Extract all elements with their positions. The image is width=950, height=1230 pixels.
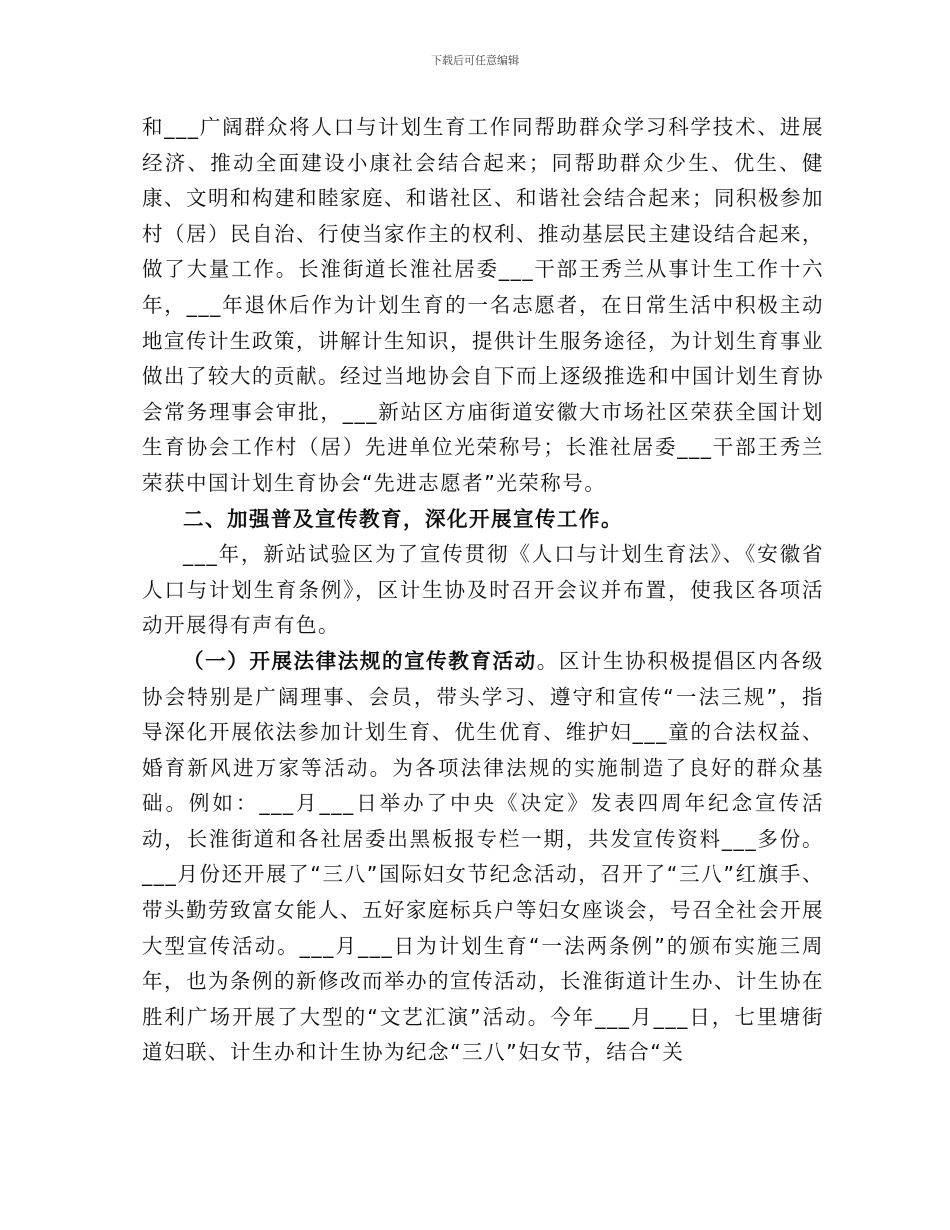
page-header: 下载后可任意编辑: [431, 54, 519, 67]
paragraph-1: 和___广阔群众将人口与计划生育工作同帮助群众学习科学技术、进展经济、推动全面建设小康社会结合起来；同帮助群众少生、优生、健康、文明和构建和睦家庭、和谐社区、和谐社会结合起来；同积极参加村（居）民自治、行使当家作主的权利、推动基层民主建设结合起来，做了大量工作。长淮街道长淮社居委___干部王秀兰从事计生工作十六年，___年退休后作为计划生育的一名志愿者，在日常生活中积极主动地宣传计生政策，讲解计生知识，提供计生服务途径，为计划生育事业做出了较大的贡献。经过当地协会自下而上逐级推选和中国计划生育协会常务理事会审批，___新站区方庙街道安徽大市场社区荣获全国计划生育协会工作村（居）先进单位光荣称号；长淮社居委___干部王秀兰荣获中国计划生育协会“先进志愿者”光荣称号。: [142, 115, 824, 495]
paragraph-3: [142, 644, 824, 1071]
subsection-heading-1: （一）开展法律法规的宣传教育活动: [183, 648, 537, 673]
document-body: [142, 110, 824, 1071]
paragraph-3-text: 。区计生协积极提倡区内各级协会特别是广阔理事、会员，带头学习、遵守和宣传“一法三规”，指导深化开展依法参加计划生育、优生优育、维护妇___童的合法权益、婚育新风进万家等活动。为各项法律法规的实施制造了良好的群众基础。例如：___月___日举办了中央《决定》发表四周年纪念宣传活动，长淮街道和各社居委出黑板报专栏一期，共发宣传资料___多份。___月份还开展了“三八”国际妇女节纪念活动，召开了“三八”红旗手、带头勤劳致富女能人、五好家庭标兵户等妇女座谈会，号召全社会开展大型宣传活动。___月___日为计划生育“一法两条例”的颁布实施三周年，也为条例的新修改而举办的宣传活动，长淮街道计生办、计生协在胜利广场开展了大型的“文艺汇演”活动。今年___月___日，七里塘街道妇联、计生办和计生协为纪念“三八”妇女节，结合“关: [142, 648, 825, 1065]
section-heading-2: 二、加强普及宣传教育，深化开展宣传工作。: [183, 506, 623, 531]
paragraph-2: ___年，新站试验区为了宣传贯彻《人口与计划生育法》、《安徽省人口与计划生育条例》，区计生协及时召开会议并布置，使我区各项活动开展得有声有色。: [142, 542, 824, 638]
